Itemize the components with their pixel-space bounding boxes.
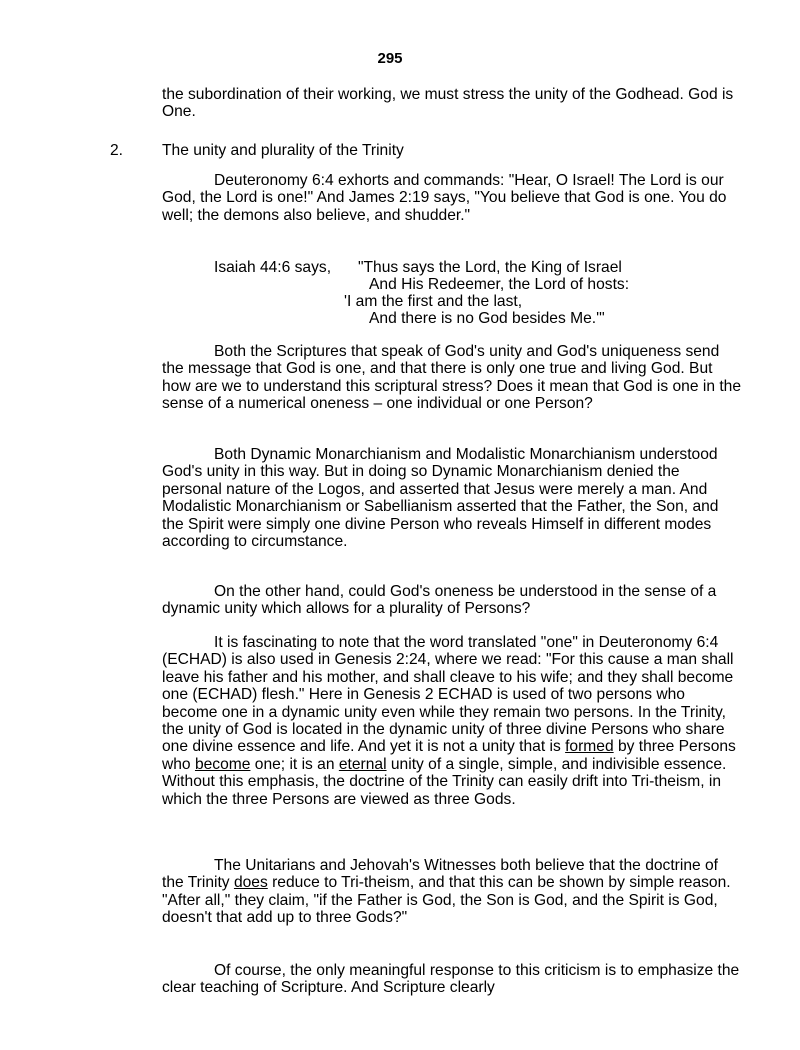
paragraph-of-course: Of course, the only meaningful response to this criticism is to emphasize the clear teaching of Scripture. And Scripture clearly: [162, 962, 740, 997]
isaiah-line-1: "Thus says the Lord, the King of Israel: [358, 259, 622, 276]
section-number: 2.: [110, 142, 124, 159]
echad-text-3: one; it is an: [250, 755, 339, 773]
paragraph-deuteronomy: Deuteronomy 6:4 exhorts and commands: "Hear, O Israel! The Lord is our God, the Lord is one!" And James 2:19 says, "You believe that God is one. You do well; the demons also believe, and shudder.": [162, 172, 727, 224]
paragraph-both-scriptures: Both the Scriptures that speak of God's unity and God's uniqueness send the message that God is one, and that there is only one true and living God. But how are we to understand this scriptural stress? Does it mean that God is one in the sense of a numerical oneness – one individual or one Person?: [162, 343, 742, 413]
isaiah-line-3: 'I am the first and the last,: [344, 293, 523, 310]
section-title: The unity and plurality of the Trinity: [162, 142, 404, 159]
isaiah-line-4: And there is no God besides Me.'": [369, 310, 605, 327]
underlined-does: does: [233, 874, 268, 892]
underlined-formed: formed: [565, 738, 614, 756]
paragraph-monarchianism: Both Dynamic Monarchianism and Modalistic Monarchianism understood God's unity in this way. But in doing so Dynamic Monarchianism denied the personal nature of the Logos, and asserted that Jesus were merely a man. And Modalistic Monarchianism or Sabellianism asserted that the Father, the Son, and the Spirit were simply one divine Person who reveals Himself in different modes according to circumstance.: [162, 446, 719, 551]
underlined-become: become: [194, 755, 251, 773]
unitarians-text-2: reduce to Tri-theism, and that this can be shown by simple reason. "After all," they claim, "if the Father is God, the Son is God, and the Spirit is God, doesn't that add up to three Gods?": [162, 874, 731, 927]
echad-text-2: by three Persons who: [162, 738, 736, 773]
paragraph-intro: the subordination of their working, we must stress the unity of the Godhead. God is One.: [162, 86, 734, 121]
paragraph-echad: [162, 634, 742, 808]
underlined-eternal: eternal: [338, 755, 387, 773]
page-number: 295: [377, 50, 403, 67]
echad-text-1: It is fascinating to note that the word translated "one" in Deuteronomy 6:4 (ECHAD) is also used in Genesis 2:24, where we read: "For this cause a man shall leave his father and his mother, and shall cleave to his wife; and they shall become one (ECHAD) flesh." Here in Genesis 2 ECHAD is used of two persons who become one in a dynamic unity even while they remain two persons. In the Trinity, the unity of God is located in the dynamic unity of three divine Persons who share one divine essence and life. And yet it is not a unity that is: [162, 634, 734, 756]
unitarians-text-1: The Unitarians and Jehovah's Witnesses both believe that the doctrine of the Trinity: [162, 857, 719, 892]
paragraph-other-hand: On the other hand, could God's oneness be understood in the sense of a dynamic unity which allows for a plurality of Persons?: [162, 583, 717, 618]
isaiah-lead: Isaiah 44:6 says,: [214, 259, 332, 276]
paragraph-unitarians: [162, 857, 742, 927]
echad-text-4: unity of a single, simple, and indivisible essence. Without this emphasis, the doctrine of the Trinity can easily drift into Tri-theism, in which the three Persons are viewed as three Gods.: [162, 755, 727, 808]
isaiah-line-2: And His Redeemer, the Lord of hosts:: [369, 276, 630, 293]
